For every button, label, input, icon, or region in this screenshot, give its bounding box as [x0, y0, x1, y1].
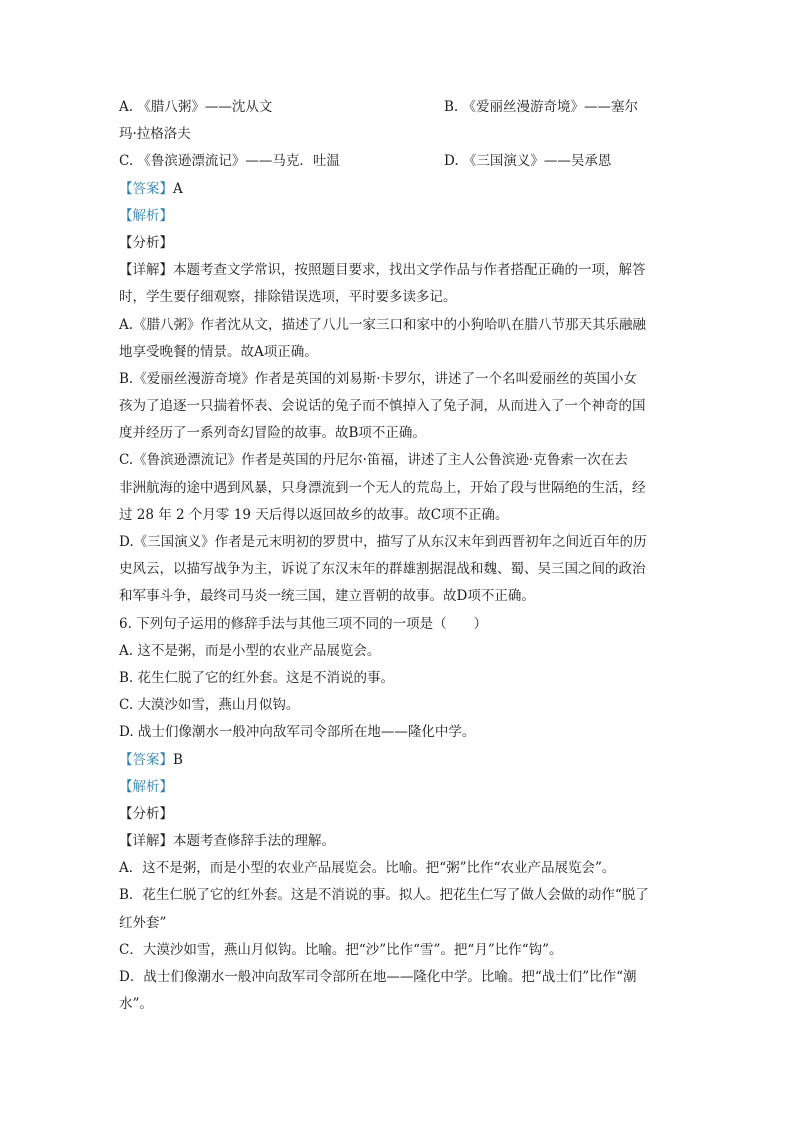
- q6-option-a: A. 这不是粥，而是小型的农业产品展览会。: [119, 642, 381, 659]
- q6-detail-text: 本题考查修辞手法的理解。: [173, 833, 335, 850]
- q5-detail-tag: 【详解】: [119, 262, 173, 279]
- q6-option-d: D. 战士们像潮水一般冲向敌军司令部所在地——隆化中学。: [119, 724, 476, 741]
- q6-option-b: B. 花生仁脱了它的红外套。这是不消说的事。: [119, 669, 395, 686]
- q5-option-a: A. 《腊八粥》——沈从文: [119, 99, 273, 115]
- q5-jiexi-tag: 【解析】: [119, 207, 173, 224]
- q6-option-c: C. 大漠沙如雪，燕山月似钩。: [119, 697, 300, 714]
- q6-answer: [119, 747, 679, 774]
- q5-explain-b-2: 孩为了追逐一只揣着怀表、会说话的兔子而不慎掉入了兔子洞，从而进入了一个神奇的国: [119, 398, 646, 415]
- q6-explain-d-2: 水”。: [119, 996, 153, 1013]
- q5-explain-d-1: D.《三国演义》作者是元末明初的罗贯中，描写了从东汉末年到西晋初年之间近百年的历: [119, 534, 647, 550]
- q6-explain-d-1: D．战士们像潮水一般冲向敌军司令部所在地——隆化中学。比喻。把“战士们”比作“潮: [119, 969, 637, 985]
- q6-jiexi-tag: 【解析】: [119, 778, 173, 795]
- q6-detail-tag: 【详解】: [119, 833, 173, 850]
- q5-detail-line-1: [119, 257, 679, 284]
- q5-explain-c-2: 非洲航海的途中遇到风暴，只身漂流到一个无人的荒岛上，开始了段与世隔绝的生活，经: [119, 479, 646, 496]
- q5-explain-d-2: 史风云，以描写战争为主，诉说了东汉末年的群雄割据混战和魏、蜀、吴三国之间的政治: [119, 561, 646, 578]
- q5-options-row-2: [119, 148, 679, 175]
- q6-explain-c: C．大漠沙如雪，燕山月似钩。比喻。把“沙”比作“雪”。把“月”比作“钩”。: [119, 941, 563, 958]
- q5-explain-c-1: C.《鲁滨逊漂流记》作者是英国的丹尼尔·笛福，讲述了主人公鲁滨逊·克鲁索一次在去: [119, 452, 628, 469]
- q6-answer-tag: 【答案】: [119, 751, 173, 768]
- q6-explain-b-2: 红外套”: [119, 914, 167, 931]
- q5-explain-b-1: B.《爱丽丝漫游奇境》作者是英国的刘易斯·卡罗尔，讲述了一个名叫爱丽丝的英国小女: [119, 370, 638, 387]
- q5-option-c: C. 《鲁滨逊漂流记》——马克．吐温: [119, 153, 340, 170]
- q6-explain-a: A．这不是粥，而是小型的农业产品展览会。比喻。把“粥”比作“农业产品展览会”。: [119, 860, 616, 877]
- q5-option-d: D. 《三国演义》——吴承恩: [444, 153, 612, 170]
- q5-explain-a-1: A.《腊八粥》作者沈从文，描述了八儿一家三口和家中的小狗哈叭在腊八节那天其乐融融: [119, 316, 647, 333]
- q6-explain-b-1: B．花生仁脱了它的红外套。这是不消说的事。拟人。把花生仁写了做人会做的动作“脱了: [119, 887, 649, 904]
- q5-answer-value: A: [173, 180, 183, 197]
- q6-answer-value: B: [173, 751, 183, 768]
- document-page: [119, 94, 679, 1018]
- q5-detail-text-1: 本题考查文学常识，按照题目要求，找出文学作品与作者搭配正确的一项，解答: [173, 262, 646, 279]
- q6-fenxi-tag: 【分析】: [119, 805, 173, 822]
- q5-answer: [119, 176, 679, 203]
- q5-answer-tag: 【答案】: [119, 180, 173, 197]
- q5-explain-c-3: 过 28 年 2 个月零 19 天后得以返回故乡的故事。故C项不正确。: [119, 506, 509, 523]
- q5-fenxi-tag: 【分析】: [119, 234, 173, 251]
- q5-explain-d-3: 和军事斗争，最终司马炎一统三国，建立晋朝的故事。故D项不正确。: [119, 588, 535, 605]
- q5-option-b: B. 《爱丽丝漫游奇境》——塞尔: [444, 99, 639, 115]
- q6-question: 6. 下列句子运用的修辞手法与其他三项不同的一项是（ ）: [119, 615, 488, 632]
- q5-option-b-continued: 玛·拉格洛夫: [119, 126, 191, 143]
- q5-options-row-1: [119, 94, 679, 121]
- q5-detail-line-2: 时，学生要仔细观察，排除错误选项，平时要多读多记。: [119, 289, 457, 306]
- q6-detail-line: [119, 828, 679, 855]
- q5-explain-b-3: 度并经历了一系列奇幻冒险的故事。故B项不正确。: [119, 425, 426, 442]
- q5-explain-a-2: 地享受晚餐的情景。故A项正确。: [119, 343, 318, 360]
